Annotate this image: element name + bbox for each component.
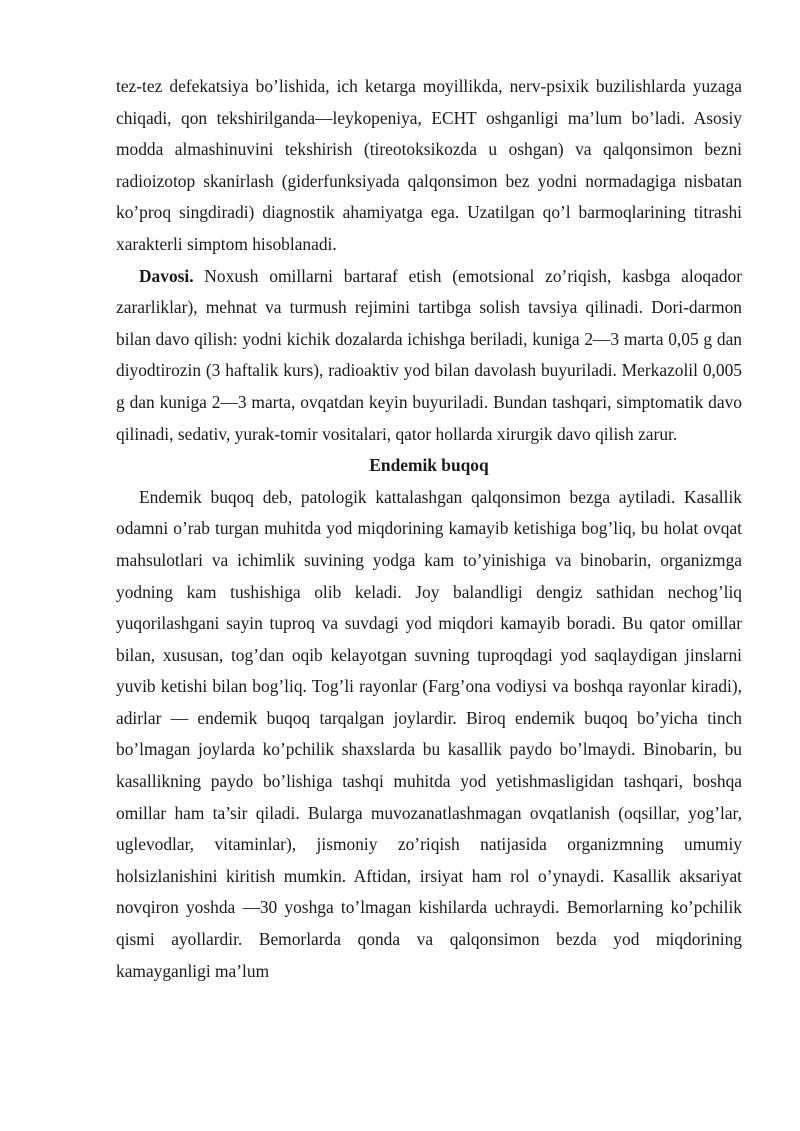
treatment-text: Noxush omillarni bartaraf etish (emotsional zo’riqish, kasbga aloqador zararliklar), mehnat va turmush rejimini tartibga solish tavsiya qilinadi. Dori-darmon bilan davo qilish: yodni kichik dozalarda ichishga beriladi, kuniga 2—3 marta 0,05 g dan diyodtirozin (3 haftalik kurs), radioaktiv yod bilan davolash buyuriladi. Merkazolil 0,005 g dan kuniga 2—3 marta, ovqatdan keyin buyuriladi. Bundan tashqari, simptomatik davo qilinadi, sedativ, yurak-tomir vositalari, qator hollarda xirurgik davo qilish zarur. (116, 265, 742, 444)
endemic-goiter-paragraph: Endemik buqoq deb, patologik kattalashgan qalqonsimon bezga aytiladi. Kasallik odamni o’rab turgan muhitda yod miqdorining kamayib ketishiga bog’liq, bu holat ovqat mahsulotlari va ichimlik suvining yodga kam to’yinishiga va binobarin, organizmga yodning kam tushishiga olib keladi. Joy balandligi dengiz sathidan nechog’liq yuqorilashgani sayin tuproq va suvdagi yod miqdori kamayib boradi. Bu qator omillar bilan, xususan, tog’dan oqib kelayotgan suvning tuproqdagi yod saqlaydigan jinslarni yuvib ketishi bilan bog’liq. Tog’li rayonlar (Farg’ona vodiysi va boshqa rayonlar kiradi), adirlar — endemik buqoq tarqalgan joylardir. Biroq endemik buqoq bo’yicha tinch bo’lmagan joylarda ko’pchilik shaxslarda bu kasallik paydo bo’lmaydi. Binobarin, bu kasallikning paydo bo’lishiga tashqi muhitda yod yetishmasligidan tashqari, boshqa omillar ham ta’sir qiladi. Bularga muvozanatlashmagan ovqatlanish (oqsillar, yog’lar, uglevodlar, vitaminlar), jismoniy zo’riqish natijasida organizmning umumiy holsizlanishini kiritish mumkin. Aftidan, irsiyat ham rol o’ynaydi. Kasallik aksariyat novqiron yoshda —30 yoshga to’lmagan kishilarda uchraydi. Bemorlarning ko’pchilik qismi ayollardir. Bemorlarda qonda va qalqonsimon bezda yod miqdorining kamayganligi ma’lum (116, 486, 742, 981)
section-title: Endemik buqoq (369, 455, 489, 476)
treatment-heading: Davosi. (139, 265, 194, 286)
document-page (116, 71, 742, 987)
paragraph-continuation: tez-tez defekatsiya bo’lishida, ich ketarga moyillikda, nerv-psixik buzilishlarda yuzaga chiqadi, qon tekshirilganda—leykopeniya, ECHT oshganligi ma’lum bo’ladi. Asosiy modda almashinuvini tekshirish (tireotoksikozda u oshgan) va qalqonsimon bezni radioizotop skanirlash (giderfunksiyada qalqonsimon bez yodni normadagiga nisbatan ko’proq singdiradi) diagnostik ahamiyatga ega. Uzatilgan qo’l barmoqlarining titrashi xarakterli simptom hisoblanadi. (116, 76, 742, 254)
treatment-paragraph (116, 261, 742, 451)
